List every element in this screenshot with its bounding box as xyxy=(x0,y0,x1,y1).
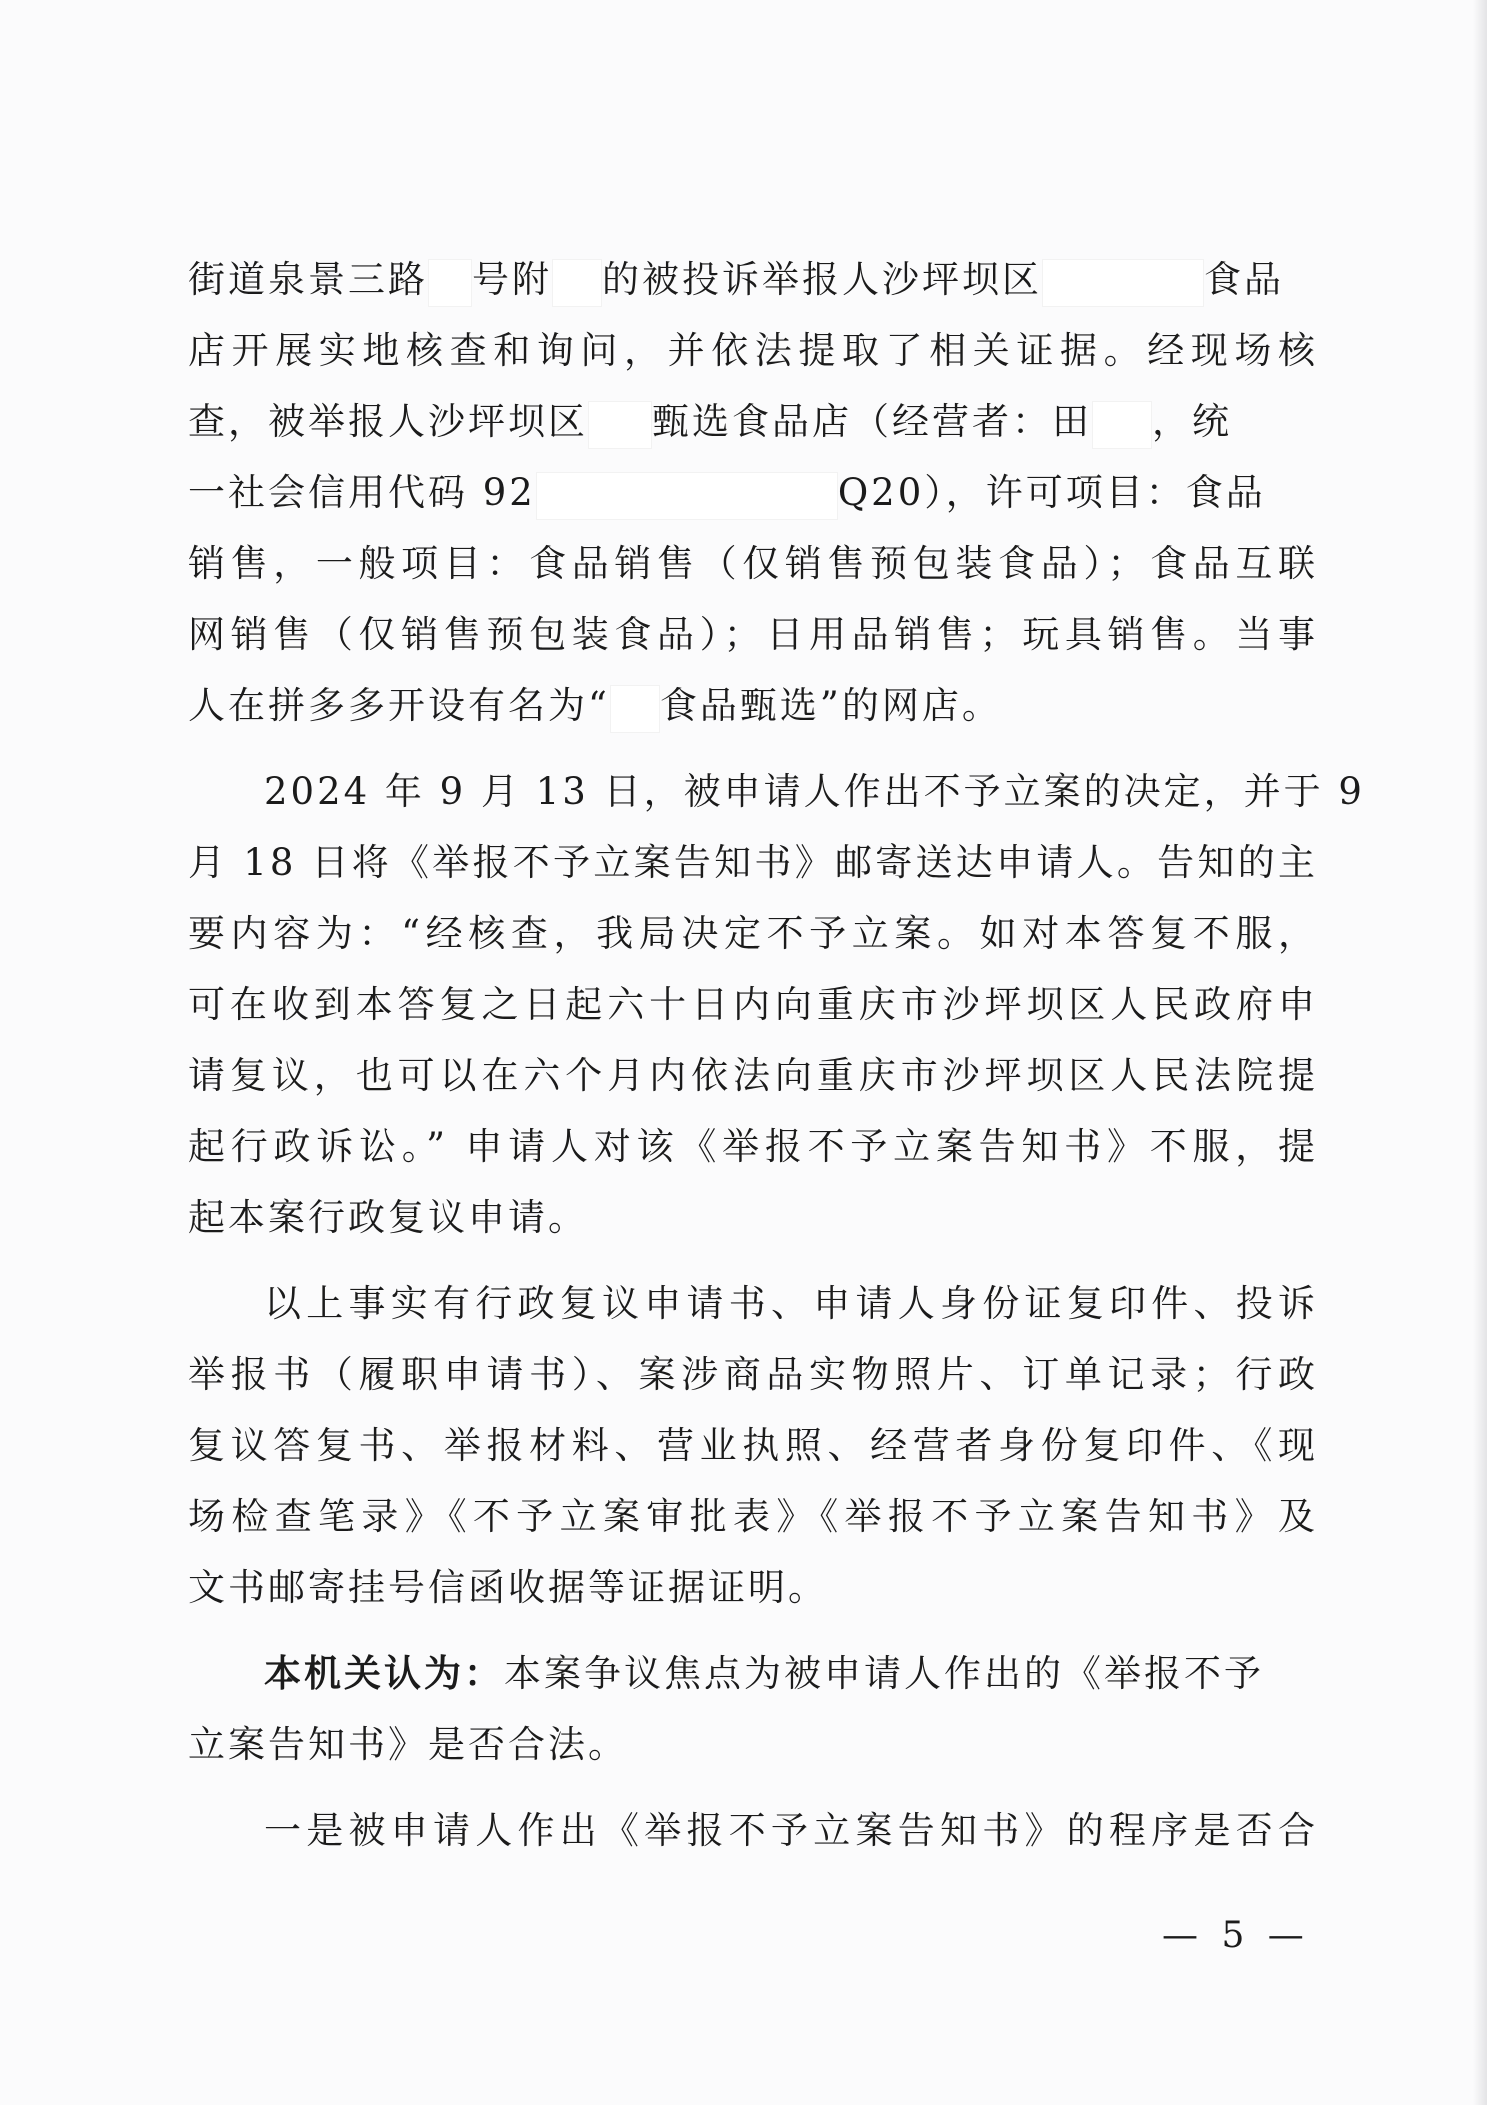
text-line: 请复议，也可以在六个月内依法向重庆市沙坪坝区人民法院提 xyxy=(188,1054,1318,1097)
text-line: 网销售（仅销售预包装食品）；日用品销售；玩具销售。当事 xyxy=(188,613,1318,656)
text-segment: 本案争议焦点为被申请人作出的《举报不予 xyxy=(504,1652,1264,1695)
text-line xyxy=(188,463,1318,523)
text-line: 可在收到本答复之日起六十日内向重庆市沙坪坝区人民政府申 xyxy=(188,983,1318,1026)
text-segment: 甄选食品店（经营者：田 xyxy=(652,400,1092,443)
text-line: 起本案行政复议申请。 xyxy=(188,1196,588,1239)
text-line: 复议答复书、举报材料、营业执照、经营者身份复印件、《现 xyxy=(188,1424,1318,1467)
text-line: 举报书（履职申请书）、案涉商品实物照片、订单记录；行政 xyxy=(188,1353,1318,1396)
scan-edge xyxy=(1473,0,1487,2105)
redaction-box xyxy=(1042,259,1204,307)
text-line: 以上事实有行政复议申请书、申请人身份证复印件、投诉 xyxy=(264,1282,1318,1325)
text-line: 月 18 日将《举报不予立案告知书》邮寄送达申请人。告知的主 xyxy=(188,841,1318,884)
bold-lead-text: 本机关认为： xyxy=(264,1652,504,1695)
text-segment: 人在拼多多开设有名为“ xyxy=(188,684,610,727)
text-line: 立案告知书》是否合法。 xyxy=(188,1723,628,1766)
text-line xyxy=(188,392,1318,452)
text-segment: 食品甄选”的网店。 xyxy=(659,684,1002,727)
redaction-box xyxy=(552,259,602,307)
text-line: 2024 年 9 月 13 日，被申请人作出不予立案的决定，并于 9 xyxy=(264,770,1365,813)
text-line: 场检查笔录》《不予立案审批表》《举报不予立案告知书》及 xyxy=(188,1495,1318,1538)
text-segment: 食品 xyxy=(1204,258,1284,301)
redaction-box xyxy=(428,259,472,307)
redaction-box xyxy=(1092,401,1152,449)
text-segment: 的被投诉举报人沙坪坝区 xyxy=(602,258,1042,301)
text-line xyxy=(188,250,1318,310)
redaction-box xyxy=(536,472,838,520)
text-segment: 号附 xyxy=(472,258,552,301)
text-line xyxy=(188,676,1002,736)
text-line: 要内容为：“经核查，我局决定不予立案。如对本答复不服， xyxy=(188,912,1318,955)
text-line: 起行政诉讼。” 申请人对该《举报不予立案告知书》不服，提 xyxy=(188,1125,1318,1168)
text-line: 店开展实地核查和询问，并依法提取了相关证据。经现场核 xyxy=(188,329,1318,372)
redaction-box xyxy=(610,685,660,733)
text-segment: 一社会信用代码 92 xyxy=(188,471,536,514)
text-line: 一是被申请人作出《举报不予立案告知书》的程序是否合 xyxy=(264,1809,1318,1852)
page-number: — 5 — xyxy=(1162,1915,1310,1956)
text-segment: 查，被举报人沙坪坝区 xyxy=(188,400,588,443)
text-segment: ，统 xyxy=(1152,400,1232,443)
text-line: 销售，一般项目：食品销售（仅销售预包装食品）；食品互联 xyxy=(188,542,1318,585)
text-segment: Q20），许可项目：食品 xyxy=(837,471,1266,514)
text-line: 文书邮寄挂号信函收据等证据证明。 xyxy=(188,1566,828,1609)
text-segment: 街道泉景三路 xyxy=(188,258,428,301)
text-line xyxy=(188,1644,1318,1704)
redaction-box xyxy=(588,401,652,449)
